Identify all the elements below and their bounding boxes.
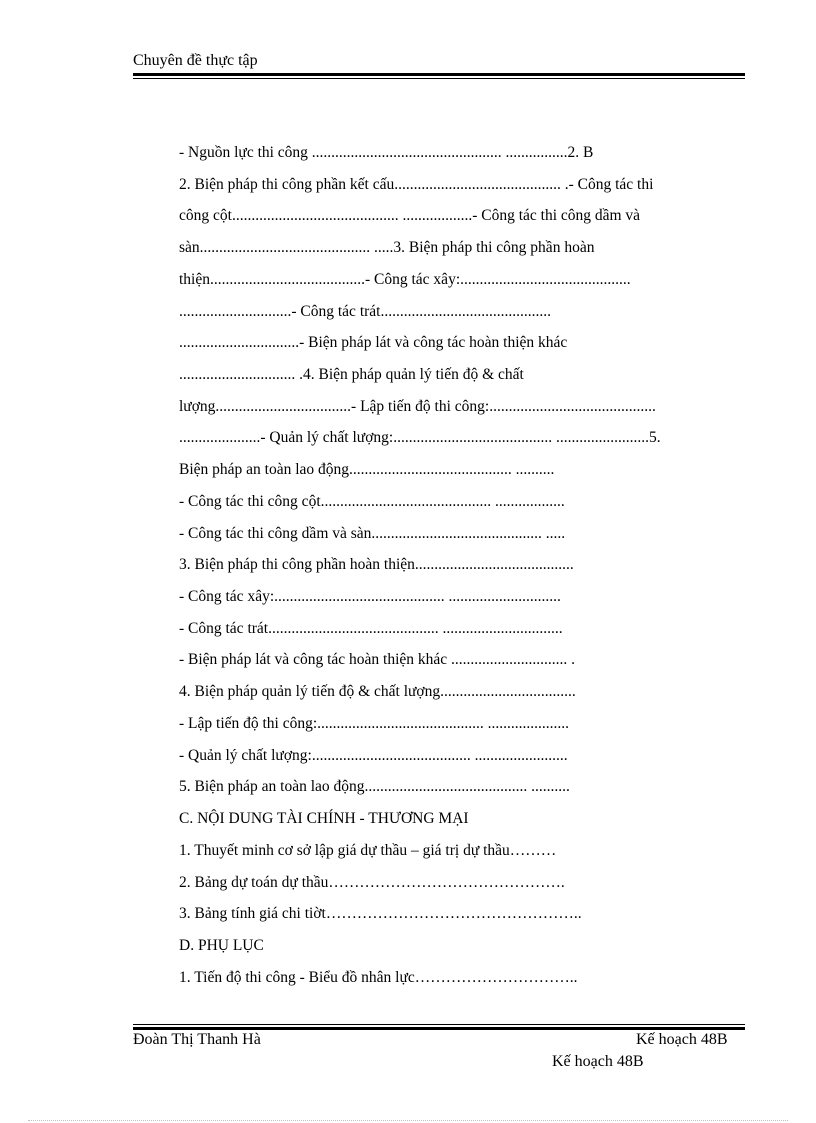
toc-line: .............................. .4. Biện pháp quản lý tiến độ & chất	[179, 366, 524, 383]
footer-author: Đoàn Thị Thanh Hà	[133, 1031, 261, 1048]
toc-line: 3. Bảng tính giá chi tiờt…………………………………………..	[179, 905, 582, 922]
section-heading: D. PHỤ LỤC	[179, 937, 264, 954]
toc-line: 1. Thuyết minh cơ sở lập giá dự thầu – giá trị dự thầu………	[179, 842, 557, 859]
footer-rule-thin	[133, 1024, 745, 1025]
toc-line: - Biện pháp lát và công tác hoàn thiện khác .............................. .	[179, 651, 576, 668]
toc-line: sàn............................................ .....3. Biện pháp thi công phần hoàn	[179, 239, 595, 256]
toc-line: công cột........................................... ..................- Công tác thi công dầm và	[179, 207, 641, 224]
toc-line: - Công tác trát............................................ ...............................	[179, 620, 563, 637]
toc-line: - Nguồn lực thi công ................................................. ................2. B	[179, 144, 594, 161]
toc-line: - Công tác xây:............................................ .............................	[179, 588, 561, 605]
toc-line: 5. Biện pháp an toàn lao động.......................................... ..........	[179, 778, 570, 795]
page-edge-dotted-line	[28, 1120, 788, 1121]
toc-line: - Lập tiến độ thi công:........................................... .....................	[179, 715, 570, 732]
toc-line: thiện........................................- Công tác xây:............................................	[179, 271, 631, 288]
toc-line: - Công tác thi công dầm và sàn............................................ .....	[179, 525, 566, 542]
toc-line: 3. Biện pháp thi công phần hoàn thiện.........................................	[179, 556, 574, 573]
section-heading: C. NỘI DUNG TÀI CHÍNH - THƯƠNG MẠI	[179, 810, 469, 827]
footer-class-label-duplicate: Kế hoạch 48B	[552, 1053, 644, 1070]
toc-line: 2. Bảng dự toán dự thầu……………………………………….	[179, 874, 565, 891]
toc-line: ...............................- Biện pháp lát và công tác hoàn thiện khác	[179, 334, 568, 351]
toc-line: lượng...................................- Lập tiến độ thi công:...........................................	[179, 398, 656, 415]
toc-line: - Quản lý chất lượng:......................................... ........................	[179, 747, 568, 764]
toc-line: Biện pháp an toàn lao động.......................................... ..........	[179, 461, 555, 478]
toc-line: - Công tác thi công cột............................................ ..................	[179, 493, 565, 510]
page-header-title: Chuyên đề thực tập	[133, 52, 258, 69]
footer-rule-thick	[133, 1027, 745, 1030]
toc-line: .....................- Quản lý chất lượng:......................................... ........................5.	[179, 429, 661, 446]
footer-class-label: Kế hoạch 48B	[636, 1031, 728, 1048]
toc-line: 2. Biện pháp thi công phần kết cấu........................................... .- Công tác thi	[179, 176, 654, 193]
toc-line: .............................- Công tác trát............................................	[179, 303, 551, 320]
toc-line: 1. Tiến độ thi công - Biểu đồ nhân lực…………………………..	[179, 969, 578, 986]
toc-line: 4. Biện pháp quản lý tiến độ & chất lượng...................................	[179, 683, 576, 700]
